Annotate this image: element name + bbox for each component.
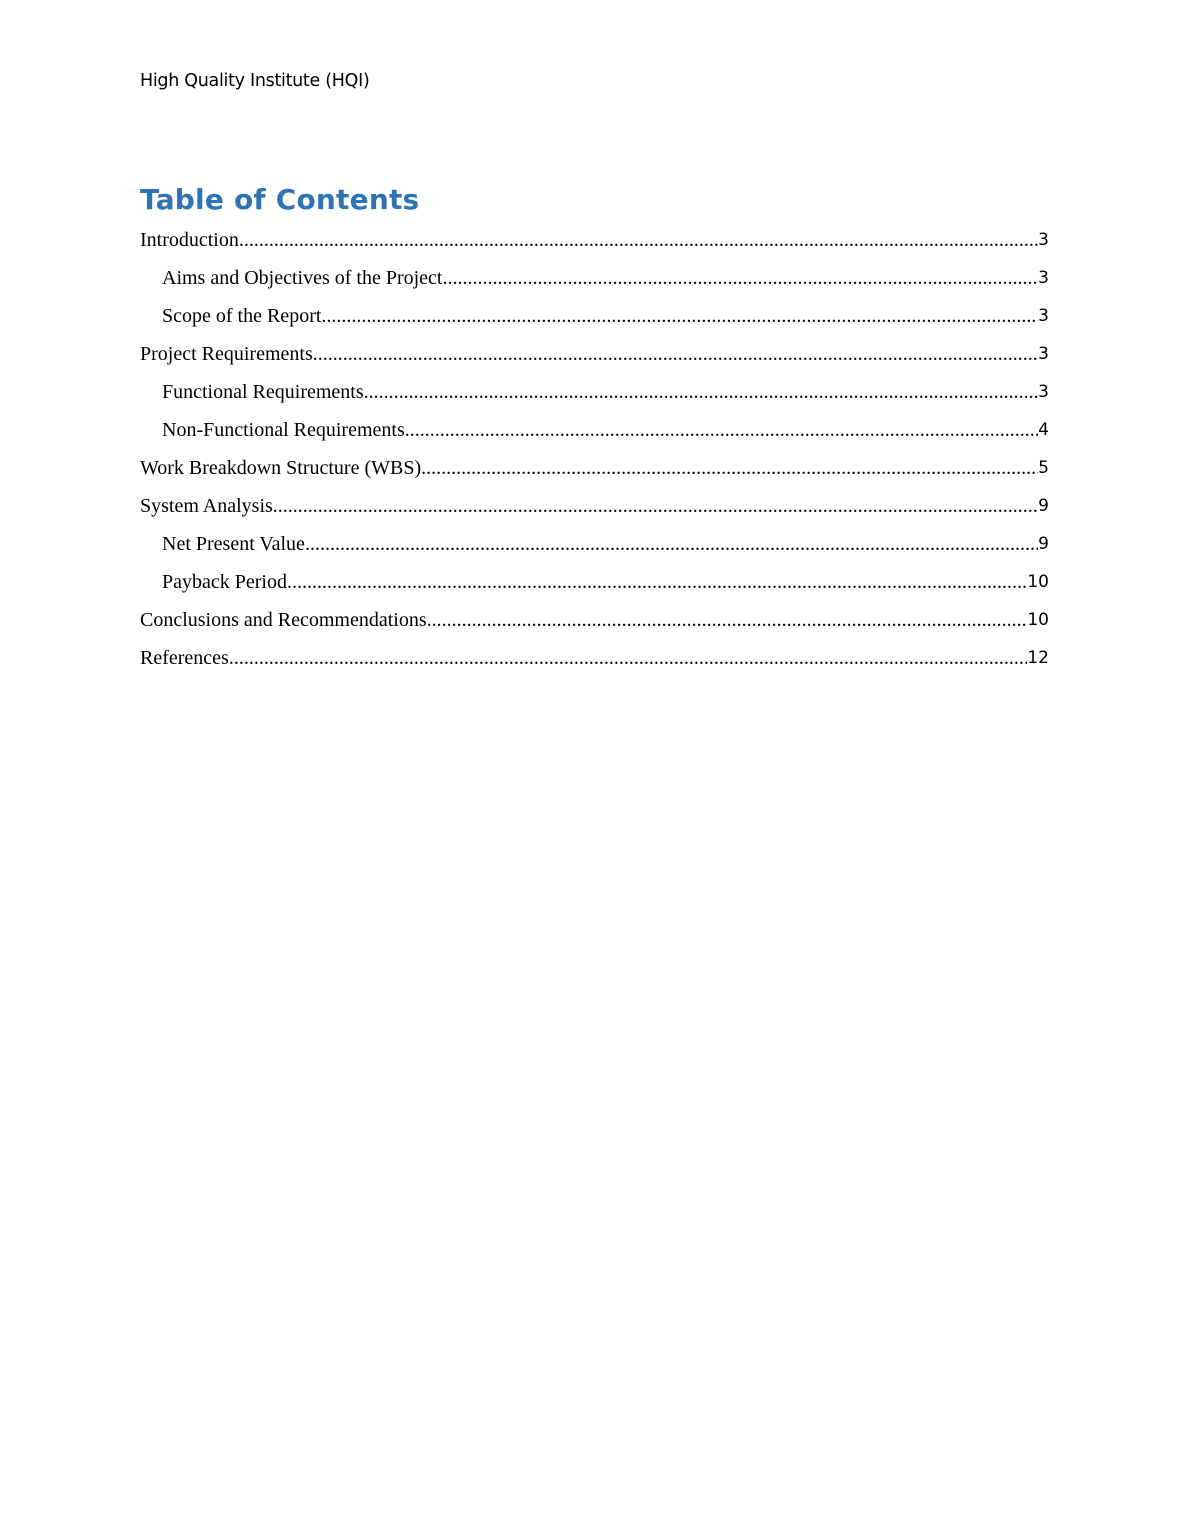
- toc-dot-leader: [443, 267, 1039, 290]
- toc-entry-page: 12: [1027, 648, 1049, 668]
- toc-entry-functional-requirements[interactable]: [140, 373, 1049, 411]
- toc-dot-leader: [405, 419, 1038, 442]
- toc-dot-leader: [229, 647, 1028, 670]
- toc-dot-leader: [287, 571, 1027, 594]
- toc-entry-references[interactable]: [140, 639, 1049, 677]
- toc-entry-page: 3: [1038, 344, 1049, 364]
- toc-entry-label: Conclusions and Recommendations: [140, 608, 427, 631]
- toc-entry-label: Aims and Objectives of the Project: [162, 266, 443, 289]
- toc-entry-label: Introduction: [140, 228, 239, 251]
- toc-dot-leader: [313, 343, 1038, 366]
- toc-entry-project-requirements[interactable]: [140, 335, 1049, 373]
- toc-entry-page: 3: [1038, 306, 1049, 326]
- toc-dot-leader: [239, 229, 1038, 252]
- toc-entry-label: Work Breakdown Structure (WBS): [140, 456, 422, 479]
- toc-entry-label: Project Requirements: [140, 342, 313, 365]
- toc-entry-page: 3: [1038, 230, 1049, 250]
- toc-entry-label: Non-Functional Requirements: [162, 418, 405, 441]
- toc-entry-page: 5: [1038, 458, 1049, 478]
- toc-dot-leader: [421, 457, 1038, 480]
- page-header: High Quality Institute (HQI): [140, 71, 370, 91]
- toc-dot-leader: [321, 305, 1038, 328]
- toc-entry-page: 10: [1027, 572, 1049, 592]
- toc-entry-page: 4: [1038, 420, 1049, 440]
- toc-entry-net-present-value[interactable]: [140, 525, 1049, 563]
- toc-entry-conclusions-and-recommendations[interactable]: [140, 601, 1049, 639]
- toc-entry-page: 3: [1038, 268, 1049, 288]
- toc-entry-page: 9: [1038, 534, 1049, 554]
- toc-entry-page: 3: [1038, 382, 1049, 402]
- toc-entry-aims-and-objectives[interactable]: [140, 259, 1049, 297]
- toc-entry-label: Scope of the Report: [162, 304, 322, 327]
- toc-dot-leader: [364, 381, 1039, 404]
- toc-entry-page: 9: [1038, 496, 1049, 516]
- toc-entry-label: Net Present Value: [162, 532, 305, 555]
- toc-entry-introduction[interactable]: [140, 221, 1049, 259]
- toc-entry-label: References: [140, 646, 229, 669]
- toc-entry-payback-period[interactable]: [140, 563, 1049, 601]
- toc-entry-system-analysis[interactable]: [140, 487, 1049, 525]
- toc-entry-label: Payback Period: [162, 570, 287, 593]
- toc-dot-leader: [305, 533, 1038, 556]
- toc-entry-scope-of-report[interactable]: [140, 297, 1049, 335]
- toc-entry-page: 10: [1027, 610, 1049, 630]
- toc-dot-leader: [273, 495, 1038, 518]
- toc-entry-non-functional-requirements[interactable]: [140, 411, 1049, 449]
- toc-entry-label: System Analysis: [140, 494, 273, 517]
- toc-entry-work-breakdown-structure[interactable]: [140, 449, 1049, 487]
- toc-title: Table of Contents: [140, 183, 420, 216]
- toc-dot-leader: [427, 609, 1028, 632]
- toc-list: [140, 221, 1049, 677]
- toc-entry-label: Functional Requirements: [162, 380, 364, 403]
